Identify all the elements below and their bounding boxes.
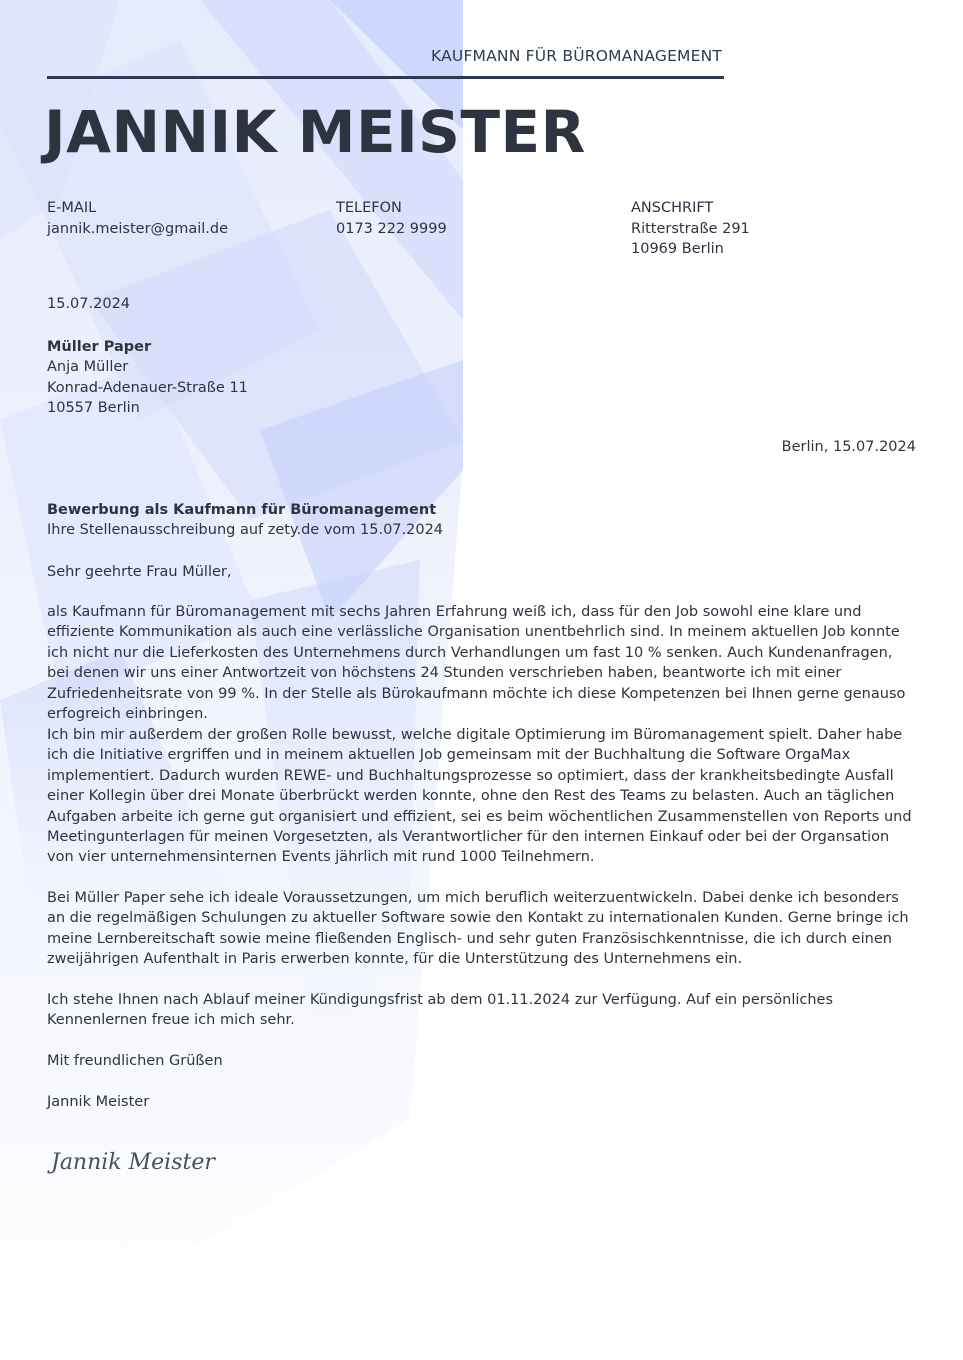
sender-name: Jannik Meister [47,1094,150,1110]
body-paragraph-3: Bei Müller Paper sehe ich ideale Voraussetzungen, um mich beruflich weiterzuentwickeln. Dabei denke ich besonders an die regelmäßigen Schulungen zu aktueller Software sowie den Kontakt zu internationalen Kunden. Gerne bringe ich meine Lernbereitschaft sowie meine fließenden Englisch- und sehr guten Französischkenntnisse, die ich durch einen zweijährigen Aufenthalt in Paris erwerben konnte, für die Unterstützung des Unternehmens ein. [47,890,909,968]
letter-date: 15.07.2024 [47,296,131,312]
contact-phone [336,198,447,239]
applicant-name: JANNIK MEISTER [44,98,586,166]
phone-label: TELEFON [336,200,402,216]
contact-address [631,198,750,260]
subject-line: Bewerbung als Kaufmann für Büromanagement [47,502,437,518]
recipient-person: Anja Müller [47,359,129,376]
job-title: KAUFMANN FÜR BÜROMANAGEMENT [431,47,723,65]
signature-image: Jannik Meister [51,1150,215,1175]
body-paragraph-1: als Kaufmann für Büromanagement mit sechs Jahren Erfahrung weiß ich, dass für den Job sowohl eine klare und effiziente Kommunikation als auch eine verlässliche Organisation unentbehrlich sind. In meinem aktuellen Job konnte ich nicht nur die Lieferkosten des Unternehmens durch Verhandlungen um fast 10 % senken. Auch Kundenanfragen, bei denen wir uns einer Antwortzeit von höchstens 24 Stunden verschrieben haben, beantworte ich mit einer Zufriedenheitsrate von 99 %. In der Stelle als Bürokaufmann möchte ich diese Kompetenzen bei Ihnen gerne genauso erfogreich einbringen. [47,604,906,723]
recipient-city: 10557 Berlin [47,400,140,417]
place-date: Berlin, 15.07.2024 [781,439,916,455]
body-paragraph-4: Ich stehe Ihnen nach Ablauf meiner Kündigungsfrist ab dem 01.11.2024 zur Verfügung. Auf ein persönliches Kennenlernen freue ich mich sehr. [47,992,834,1029]
address-city: 10969 Berlin [631,241,724,257]
body-paragraph-2: Ich bin mir außerdem der großen Rolle bewusst, welche digitale Optimierung im Büromanagement spielt. Daher habe ich die Initiative ergriffen und in meinem aktuellen Job gemeinsam mit der Buchhaltung die Software OrgaMax implementiert. Dadurch wurden REWE- und Buchhaltungsprozesse so optimiert, dass der krankheitsbedingte Ausfall einer Kollegin über drei Monate überbrückt werden konnte, ohne den Rest des Teams zu belasten. Auch an täglichen Aufgaben arbeite ich gerne gut organisiert und effizient, sei es beim wöchentlichen Zusammenstellen von Reports und Meetingunterlagen für meinen Vorgesetzten, als Verantwortlicher für den internen Einkauf oder bei der Organsation von vier unternehmensinternen Events jährlich mit rund 1000 Teilnehmern. [47,727,912,866]
contact-email [47,198,228,239]
reference-line: Ihre Stellenausschreibung auf zety.de vom 15.07.2024 [47,522,444,539]
salutation: Sehr geehrte Frau Müller, [47,564,232,580]
recipient-street: Konrad-Adenauer-Straße 11 [47,379,248,396]
address-street: Ritterstraße 291 [631,220,750,237]
header-rule [47,76,724,79]
recipient-block [47,337,248,419]
recipient-company: Müller Paper [47,339,152,355]
phone-value: 0173 222 9999 [336,220,447,237]
email-value: jannik.meister@gmail.de [47,220,229,237]
email-label: E-MAIL [47,200,97,216]
closing: Mit freundlichen Grüßen [47,1053,223,1069]
address-label: ANSCHRIFT [631,200,714,216]
subject-block [47,500,443,541]
